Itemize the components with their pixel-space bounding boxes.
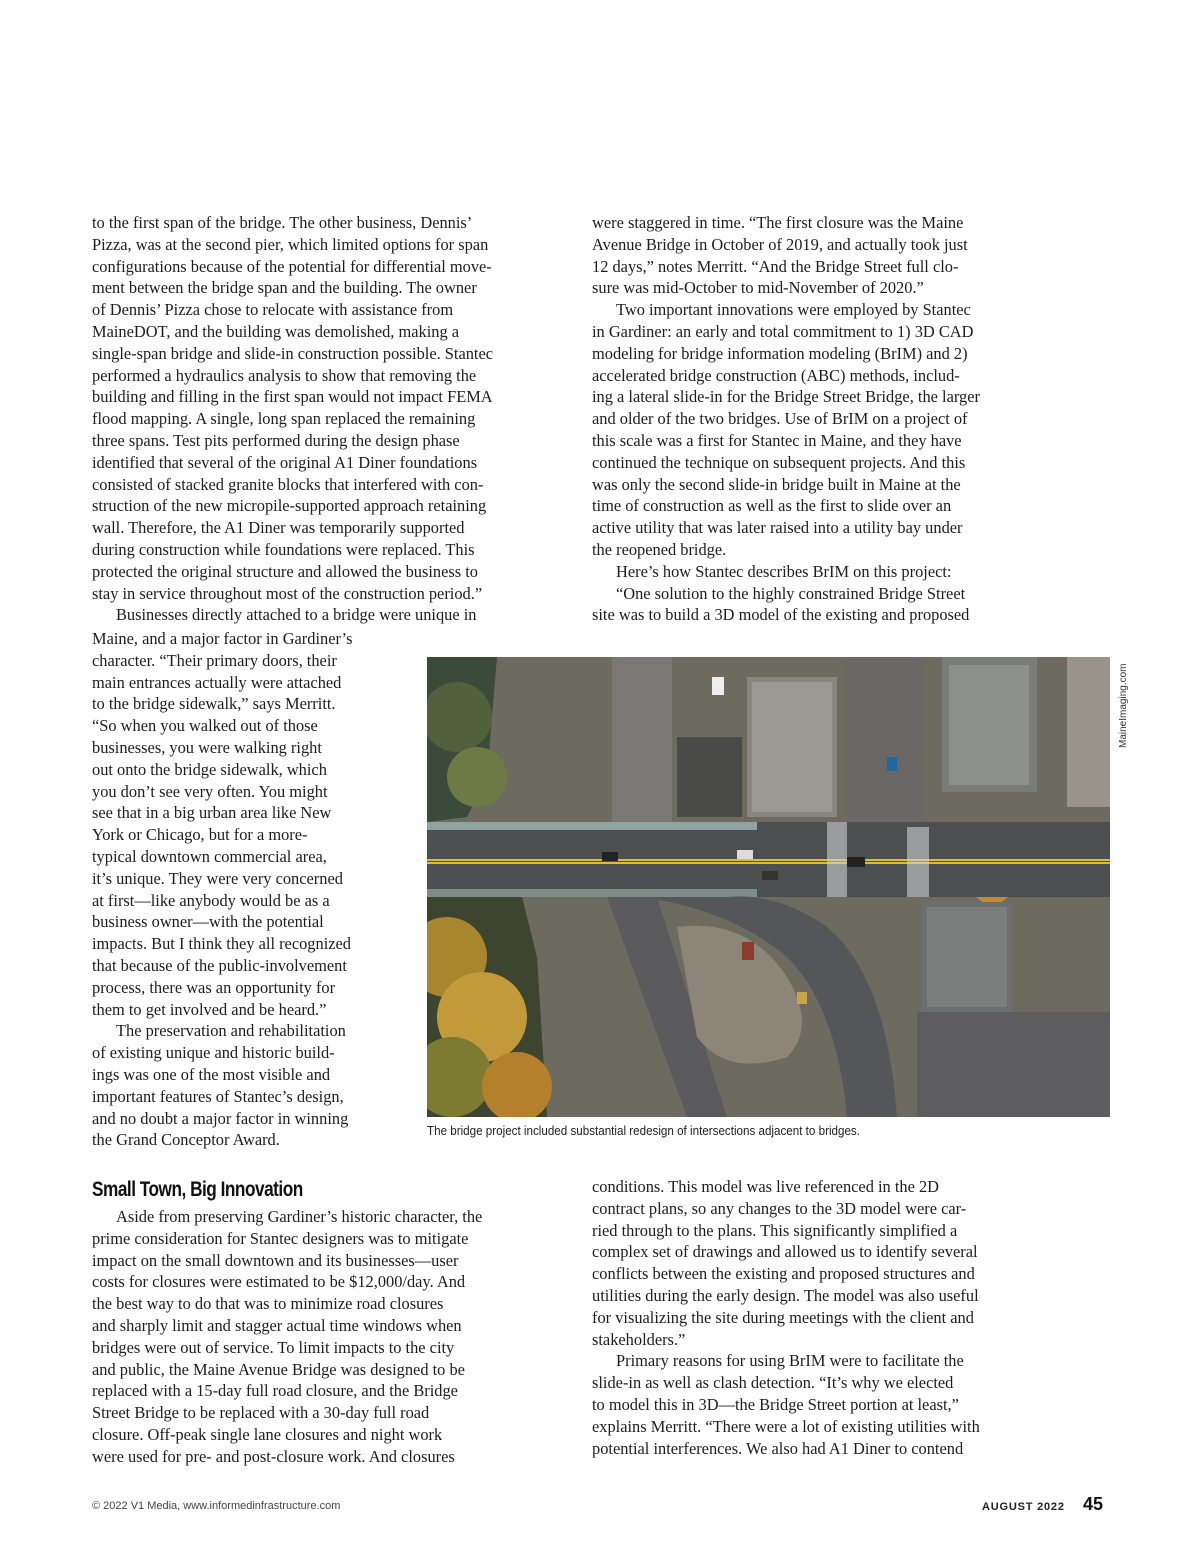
text-line: replaced with a 15-day full road closure, and the Bridge <box>92 1381 458 1401</box>
text-line: to the bridge sidewalk,” says Merritt. <box>92 694 336 714</box>
text-line: that because of the public-involvement <box>92 955 347 975</box>
text-line: this scale was a first for Stantec in Maine, and they have <box>592 430 962 450</box>
text-line: and sharply limit and stagger actual time windows when <box>92 1315 462 1335</box>
text-line: Businesses directly attached to a bridge were unique in <box>116 605 477 625</box>
text-line: impact on the small downtown and its businesses—user <box>92 1250 459 1270</box>
text-line: MaineDOT, and the building was demolished, making a <box>92 321 460 341</box>
text-line: see that in a big urban area like New <box>92 803 332 823</box>
text-line: Primary reasons for using BrIM were to facilitate the <box>616 1351 964 1371</box>
text-line: and public, the Maine Avenue Bridge was designed to be <box>92 1359 465 1379</box>
text-line: wall. Therefore, the A1 Diner was temporarily supported <box>92 518 465 538</box>
text-line: Aside from preserving Gardiner’s historic character, the <box>116 1207 483 1226</box>
text-line: was only the second slide-in bridge built in Maine at the <box>592 474 961 494</box>
text-line: Maine, and a major factor in Gardiner’s <box>92 629 353 648</box>
photo-credit: MaineImaging.com <box>1118 663 1129 748</box>
section-heading: Small Town, Big Innovation <box>92 1178 303 1201</box>
paragraph <box>92 212 570 626</box>
text-line: character. “Their primary doors, their <box>92 650 337 670</box>
text-line: modeling for bridge information modeling (BrIM) and 2) <box>592 343 968 363</box>
text-line: of Dennis’ Pizza chose to relocate with assistance from <box>92 300 454 320</box>
text-line: costs for closures were estimated to be $12,000/day. And <box>92 1272 466 1292</box>
text-line: at first—like anybody would be as a <box>92 890 330 910</box>
text-line: process, there was an opportunity for <box>92 977 336 997</box>
text-line: impacts. But I think they all recognized <box>92 934 351 954</box>
text-line: “One solution to the highly constrained Bridge Street <box>616 583 966 603</box>
text-line: bridges were out of service. To limit impacts to the city <box>92 1337 455 1357</box>
text-line: conflicts between the existing and proposed structures and <box>592 1264 975 1284</box>
text-line: during construction while foundations were replaced. This <box>92 539 475 559</box>
text-line: identified that several of the original A1 Diner foundations <box>92 452 478 472</box>
text-line: potential interferences. We also had A1 Diner to contend <box>592 1438 964 1458</box>
text-line: performed a hydraulics analysis to show that removing the <box>92 365 477 385</box>
text-line: utilities during the early design. The model was also useful <box>592 1285 979 1305</box>
text-line: main entrances actually were attached <box>92 672 342 692</box>
text-line: York or Chicago, but for a more- <box>92 825 308 845</box>
page-number: 45 <box>1083 1494 1104 1514</box>
footer-issue-date: AUGUST 2022 <box>982 1501 1065 1513</box>
text-line: struction of the new micropile-supported approach retaining <box>92 496 487 516</box>
text-line: Avenue Bridge in October of 2019, and actually took just <box>592 234 968 254</box>
text-line: Pizza, was at the second pier, which limited options for span <box>92 234 489 254</box>
text-line: were staggered in time. “The first closure was the Maine <box>592 213 964 232</box>
text-line: to model this in 3D—the Bridge Street portion at least,” <box>592 1394 959 1414</box>
text-line: accelerated bridge construction (ABC) methods, includ- <box>592 365 960 385</box>
text-line: the Grand Conceptor Award. <box>92 1130 280 1150</box>
text-line: single-span bridge and slide-in construction possible. Stantec <box>92 343 494 363</box>
article-column-right-bottom <box>592 1176 1067 1459</box>
text-line: typical downtown commercial area, <box>92 846 327 866</box>
text-line: Street Bridge to be replaced with a 30-day full road <box>92 1403 430 1423</box>
text-line: Here’s how Stantec describes BrIM on this project: <box>616 561 952 581</box>
aerial-bridge-photo <box>427 657 1110 1117</box>
text-line: complex set of drawings and allowed us to identify several <box>592 1242 978 1262</box>
text-line: and older of the two bridges. Use of BrIM on a project of <box>592 409 968 429</box>
text-line: ment between the bridge span and the building. The owner <box>92 278 477 298</box>
text-line: business owner—with the potential <box>92 912 324 932</box>
text-line: flood mapping. A single, long span replaced the remaining <box>92 409 476 429</box>
photo-caption: The bridge project included substantial redesign of intersections adjacent to bridges. <box>427 1124 860 1138</box>
text-line: protected the original structure and allowed the business to <box>92 561 478 581</box>
text-line: you don’t see very often. You might <box>92 781 328 801</box>
text-line: important features of Stantec’s design, <box>92 1086 344 1106</box>
text-line: continued the technique on subsequent projects. And this <box>592 452 966 472</box>
text-line: prime consideration for Stantec designers was to mitigate <box>92 1228 469 1248</box>
text-line: the reopened bridge. <box>592 539 727 559</box>
text-line: site was to build a 3D model of the existing and proposed <box>592 605 970 625</box>
text-line: active utility that was later raised into a utility bay under <box>592 518 963 538</box>
footer-copyright: © 2022 V1 Media, www.informedinfrastructure.com <box>92 1500 341 1512</box>
text-line: consisted of stacked granite blocks that interfered with con- <box>92 474 484 494</box>
text-line: them to get involved and be heard.” <box>92 999 327 1019</box>
text-line: in Gardiner: an early and total commitment to 1) 3D CAD <box>592 321 974 341</box>
text-line: the best way to do that was to minimize road closures <box>92 1294 444 1314</box>
text-line: “So when you walked out of those <box>92 716 318 736</box>
text-line: and no doubt a major factor in winning <box>92 1108 349 1128</box>
text-line: stay in service throughout most of the construction period.” <box>92 583 483 603</box>
text-line: contract plans, so any changes to the 3D model were car- <box>592 1198 967 1218</box>
text-line: The preservation and rehabilitation <box>116 1021 346 1041</box>
text-line: ried through to the plans. This significantly simplified a <box>592 1220 958 1240</box>
article-column-left-top <box>92 212 570 626</box>
text-line: out onto the bridge sidewalk, which <box>92 759 327 779</box>
text-line: slide-in as well as clash detection. “It’s why we elected <box>592 1373 954 1393</box>
text-line: ing a lateral slide-in for the Bridge Street Bridge, the larger <box>592 387 980 407</box>
text-line: closure. Off-peak single lane closures and night work <box>92 1424 443 1444</box>
text-line: conditions. This model was live referenced in the 2D <box>592 1177 939 1196</box>
article-column-left-wrap <box>92 628 407 1151</box>
text-line: ings was one of the most visible and <box>92 1064 331 1084</box>
article-column-right-top <box>592 212 1067 626</box>
article-column-left-bottom <box>92 1206 570 1468</box>
text-line: explains Merritt. “There were a lot of existing utilities with <box>592 1416 980 1436</box>
text-line: 12 days,” notes Merritt. “And the Bridge Street full clo- <box>592 256 959 276</box>
text-line: businesses, you were walking right <box>92 737 322 757</box>
text-line: building and filling in the first span would not impact FEMA <box>92 387 493 407</box>
text-line: were used for pre- and post-closure work. And closures <box>92 1446 455 1466</box>
text-line: Two important innovations were employed by Stantec <box>616 300 971 320</box>
text-line: to the first span of the bridge. The other business, Dennis’ <box>92 213 473 232</box>
text-line: stakeholders.” <box>592 1329 686 1349</box>
text-line: for visualizing the site during meetings with the client and <box>592 1307 974 1327</box>
text-line: of existing unique and historic build- <box>92 1043 335 1063</box>
text-line: three spans. Test pits performed during the design phase <box>92 430 460 450</box>
text-line: configurations because of the potential for differential move- <box>92 256 492 276</box>
text-line: time of construction as well as the first to slide over an <box>592 496 952 516</box>
text-line: sure was mid-October to mid-November of 2020.” <box>592 278 924 298</box>
text-line: it’s unique. They were very concerned <box>92 868 343 888</box>
